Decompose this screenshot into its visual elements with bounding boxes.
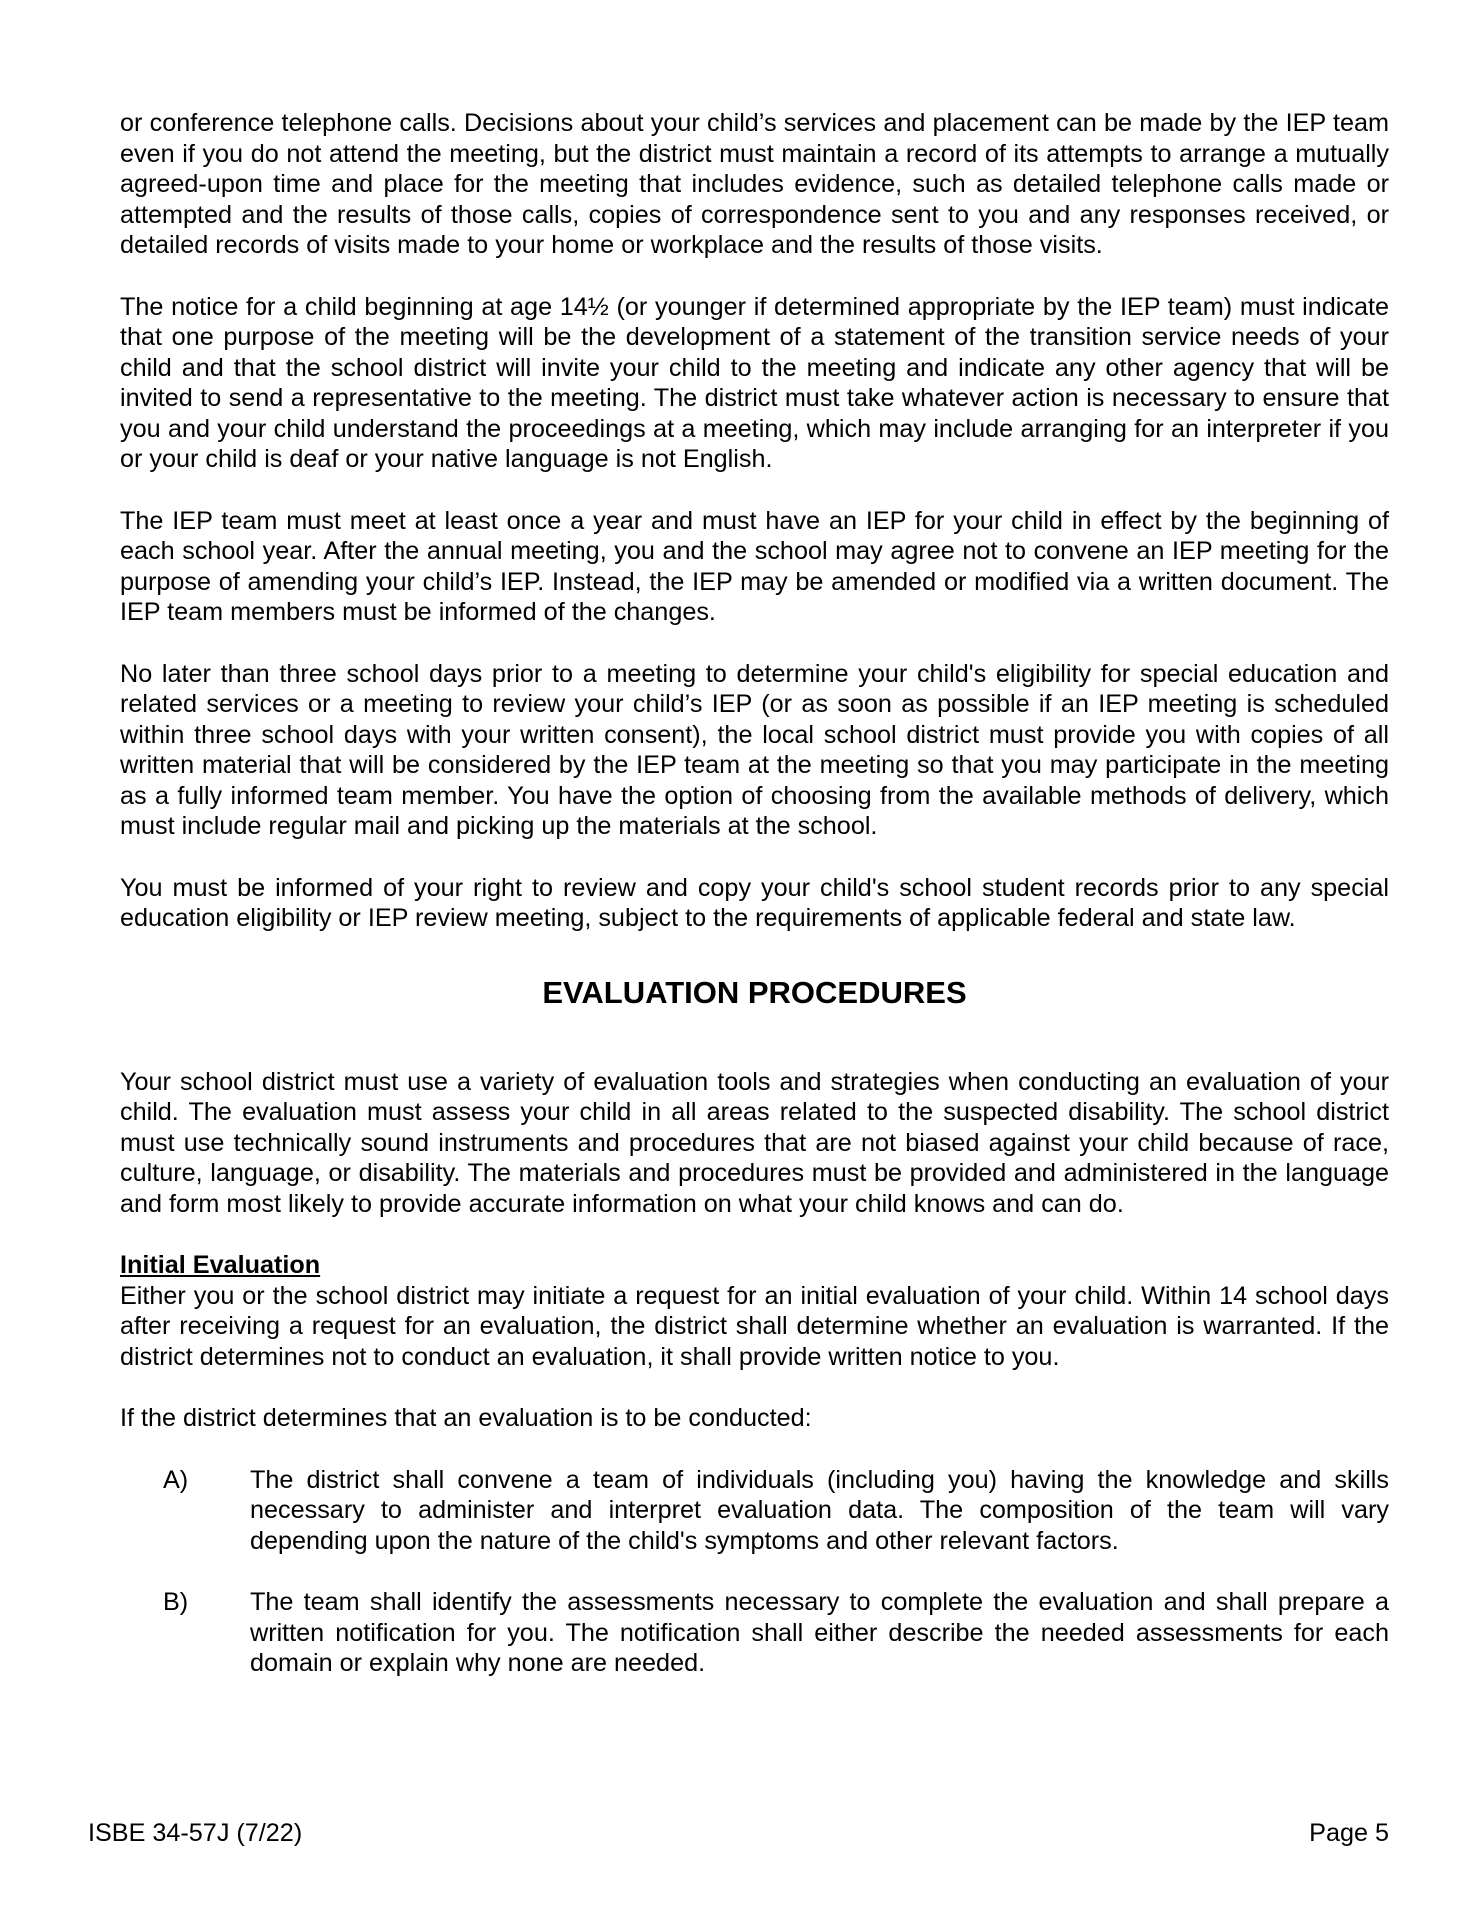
list-item bbox=[120, 1465, 1389, 1557]
list-item-text: The team shall identify the assessments necessary to complete the evaluation and shall prepare a written notification for you. The notification shall either describe the needed assessments for each domain or explain why none are needed. bbox=[250, 1588, 1389, 1677]
paragraph: No later than three school days prior to a meeting to determine your child's eligibility for special education and related services or a meeting to review your child’s IEP (or as soon as possible if an IEP meeting is scheduled within three school days with your written consent), the local school district must provide you with copies of all written material that will be considered by the IEP team at the meeting so that you may participate in the meeting as a fully informed team member. You have the option of choosing from the available methods of delivery, which must include regular mail and picking up the materials at the school. bbox=[120, 659, 1389, 840]
initial-evaluation-text: Either you or the school district may initiate a request for an initial evaluation of your child. Within 14 school days after receiving a request for an evaluation, the district shall determine whether an evaluation is warranted. If the district determines not to conduct an evaluation, it shall provide written notice to you. bbox=[120, 1281, 1389, 1371]
paragraph: You must be informed of your right to review and copy your child's school student records prior to any special education eligibility or IEP review meeting, subject to the requirements of applicable federal and state law. bbox=[120, 873, 1389, 932]
lead-in-text: If the district determines that an evaluation is to be conducted: bbox=[120, 1404, 812, 1432]
section-intro: Your school district must use a variety of evaluation tools and strategies when conducting an evaluation of your child. The evaluation must assess your child in all areas related to the suspected disability. The school district must use technically sound instruments and procedures that are not biased against your child because of race, culture, language, or disability. The materials and procedures must be provided and administered in the language and form most likely to provide accurate information on what your child knows and can do. bbox=[120, 1067, 1389, 1218]
footer-form-id: ISBE 34-57J (7/22) bbox=[88, 1819, 303, 1847]
subheading-initial-evaluation: Initial Evaluation bbox=[120, 1251, 321, 1279]
initial-evaluation-block bbox=[120, 1250, 1389, 1372]
list-item-text: The district shall convene a team of individuals (including you) having the knowledge and skills necessary to administer and interpret evaluation data. The composition of the team will vary depending upon the nature of the child's symptoms and other relevant factors. bbox=[250, 1465, 1389, 1555]
list-item bbox=[120, 1587, 1389, 1679]
paragraph: or conference telephone calls. Decisions about your child’s services and placement can be made by the IEP team even if you do not attend the meeting, but the district must maintain a record of its attempts to arrange a mutually agreed-upon time and place for the meeting that includes evidence, such as detailed telephone calls made or attempted and the results of those calls, copies of correspondence sent to you and any responses received, or detailed records of visits made to your home or workplace and the results of those visits. bbox=[120, 109, 1389, 259]
list-marker: B) bbox=[163, 1588, 189, 1616]
list-marker: A) bbox=[163, 1465, 189, 1494]
paragraph: The IEP team must meet at least once a year and must have an IEP for your child in effect by the beginning of each school year. After the annual meeting, you and the school may agree not to convene an IEP meeting for the purpose of amending your child’s IEP. Instead, the IEP may be amended or modified via a written document. The IEP team members must be informed of the changes. bbox=[120, 506, 1389, 626]
document-page bbox=[120, 108, 1389, 1710]
section-title: EVALUATION PROCEDURES bbox=[542, 974, 967, 1010]
paragraph: The notice for a child beginning at age 14½ (or younger if determined appropriate by the IEP team) must indicate that one purpose of the meeting will be the development of a statement of the transition service needs of your child and that the school district will invite your child to the meeting and indicate any other agency that will be invited to send a representative to the meeting. The district must take whatever action is necessary to ensure that you and your child understand the proceedings at a meeting, which may include arranging for an interpreter if you or your child is deaf or your native language is not English. bbox=[120, 292, 1389, 473]
footer-page-number: Page 5 bbox=[1309, 1819, 1389, 1847]
